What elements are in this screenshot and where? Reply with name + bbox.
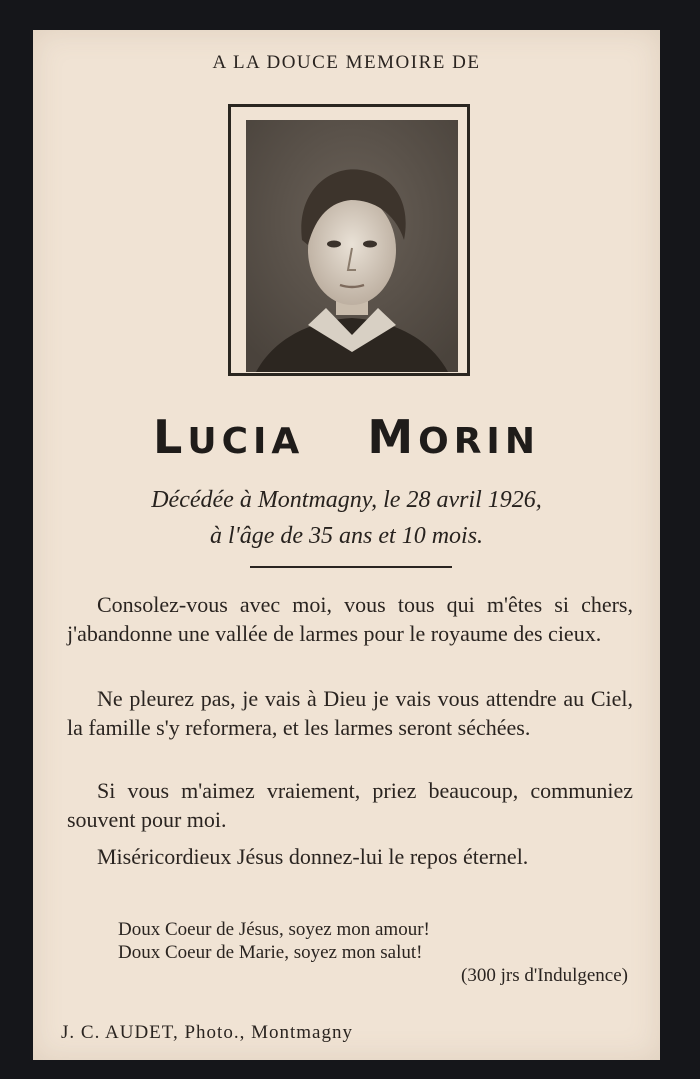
prayers-block bbox=[118, 918, 628, 987]
death-date-line: Décédée à Montmagny, le 28 avril 1926, bbox=[151, 487, 542, 513]
death-details bbox=[33, 482, 660, 554]
photographer-credit: J. C. AUDET, Photo., Montmagny bbox=[61, 1022, 353, 1043]
card-header: A LA DOUCE MEMOIRE DE bbox=[212, 52, 481, 73]
verse-paragraph: Ne pleurez pas, je vais à Dieu je vais vous attendre au Ciel, la famille s'y reformera, et les larmes seront séchées. bbox=[67, 686, 633, 740]
portrait-image bbox=[246, 120, 458, 372]
deceased-name: LUCIA MORIN bbox=[153, 410, 540, 464]
death-age-line: à l'âge de 35 ans et 10 mois. bbox=[209, 523, 484, 549]
verse-paragraph: Miséricordieux Jésus donnez-lui le repos éternel. bbox=[97, 844, 529, 869]
divider bbox=[250, 566, 452, 568]
memorial-card bbox=[33, 30, 660, 1060]
indulgence-note: (300 jrs d'Indulgence) bbox=[461, 965, 628, 986]
prayer-line: Doux Coeur de Marie, soyez mon salut! bbox=[118, 942, 423, 963]
portrait-photo bbox=[246, 120, 458, 372]
prayer-line: Doux Coeur de Jésus, soyez mon amour! bbox=[118, 919, 430, 940]
verse-paragraph: Consolez-vous avec moi, vous tous qui m'êtes si chers, j'abandonne une vallée de larmes pour le royaume des cieux. bbox=[67, 592, 633, 646]
verse-paragraph: Si vous m'aimez vraiement, priez beaucoup, communiez souvent pour moi. bbox=[67, 778, 633, 832]
